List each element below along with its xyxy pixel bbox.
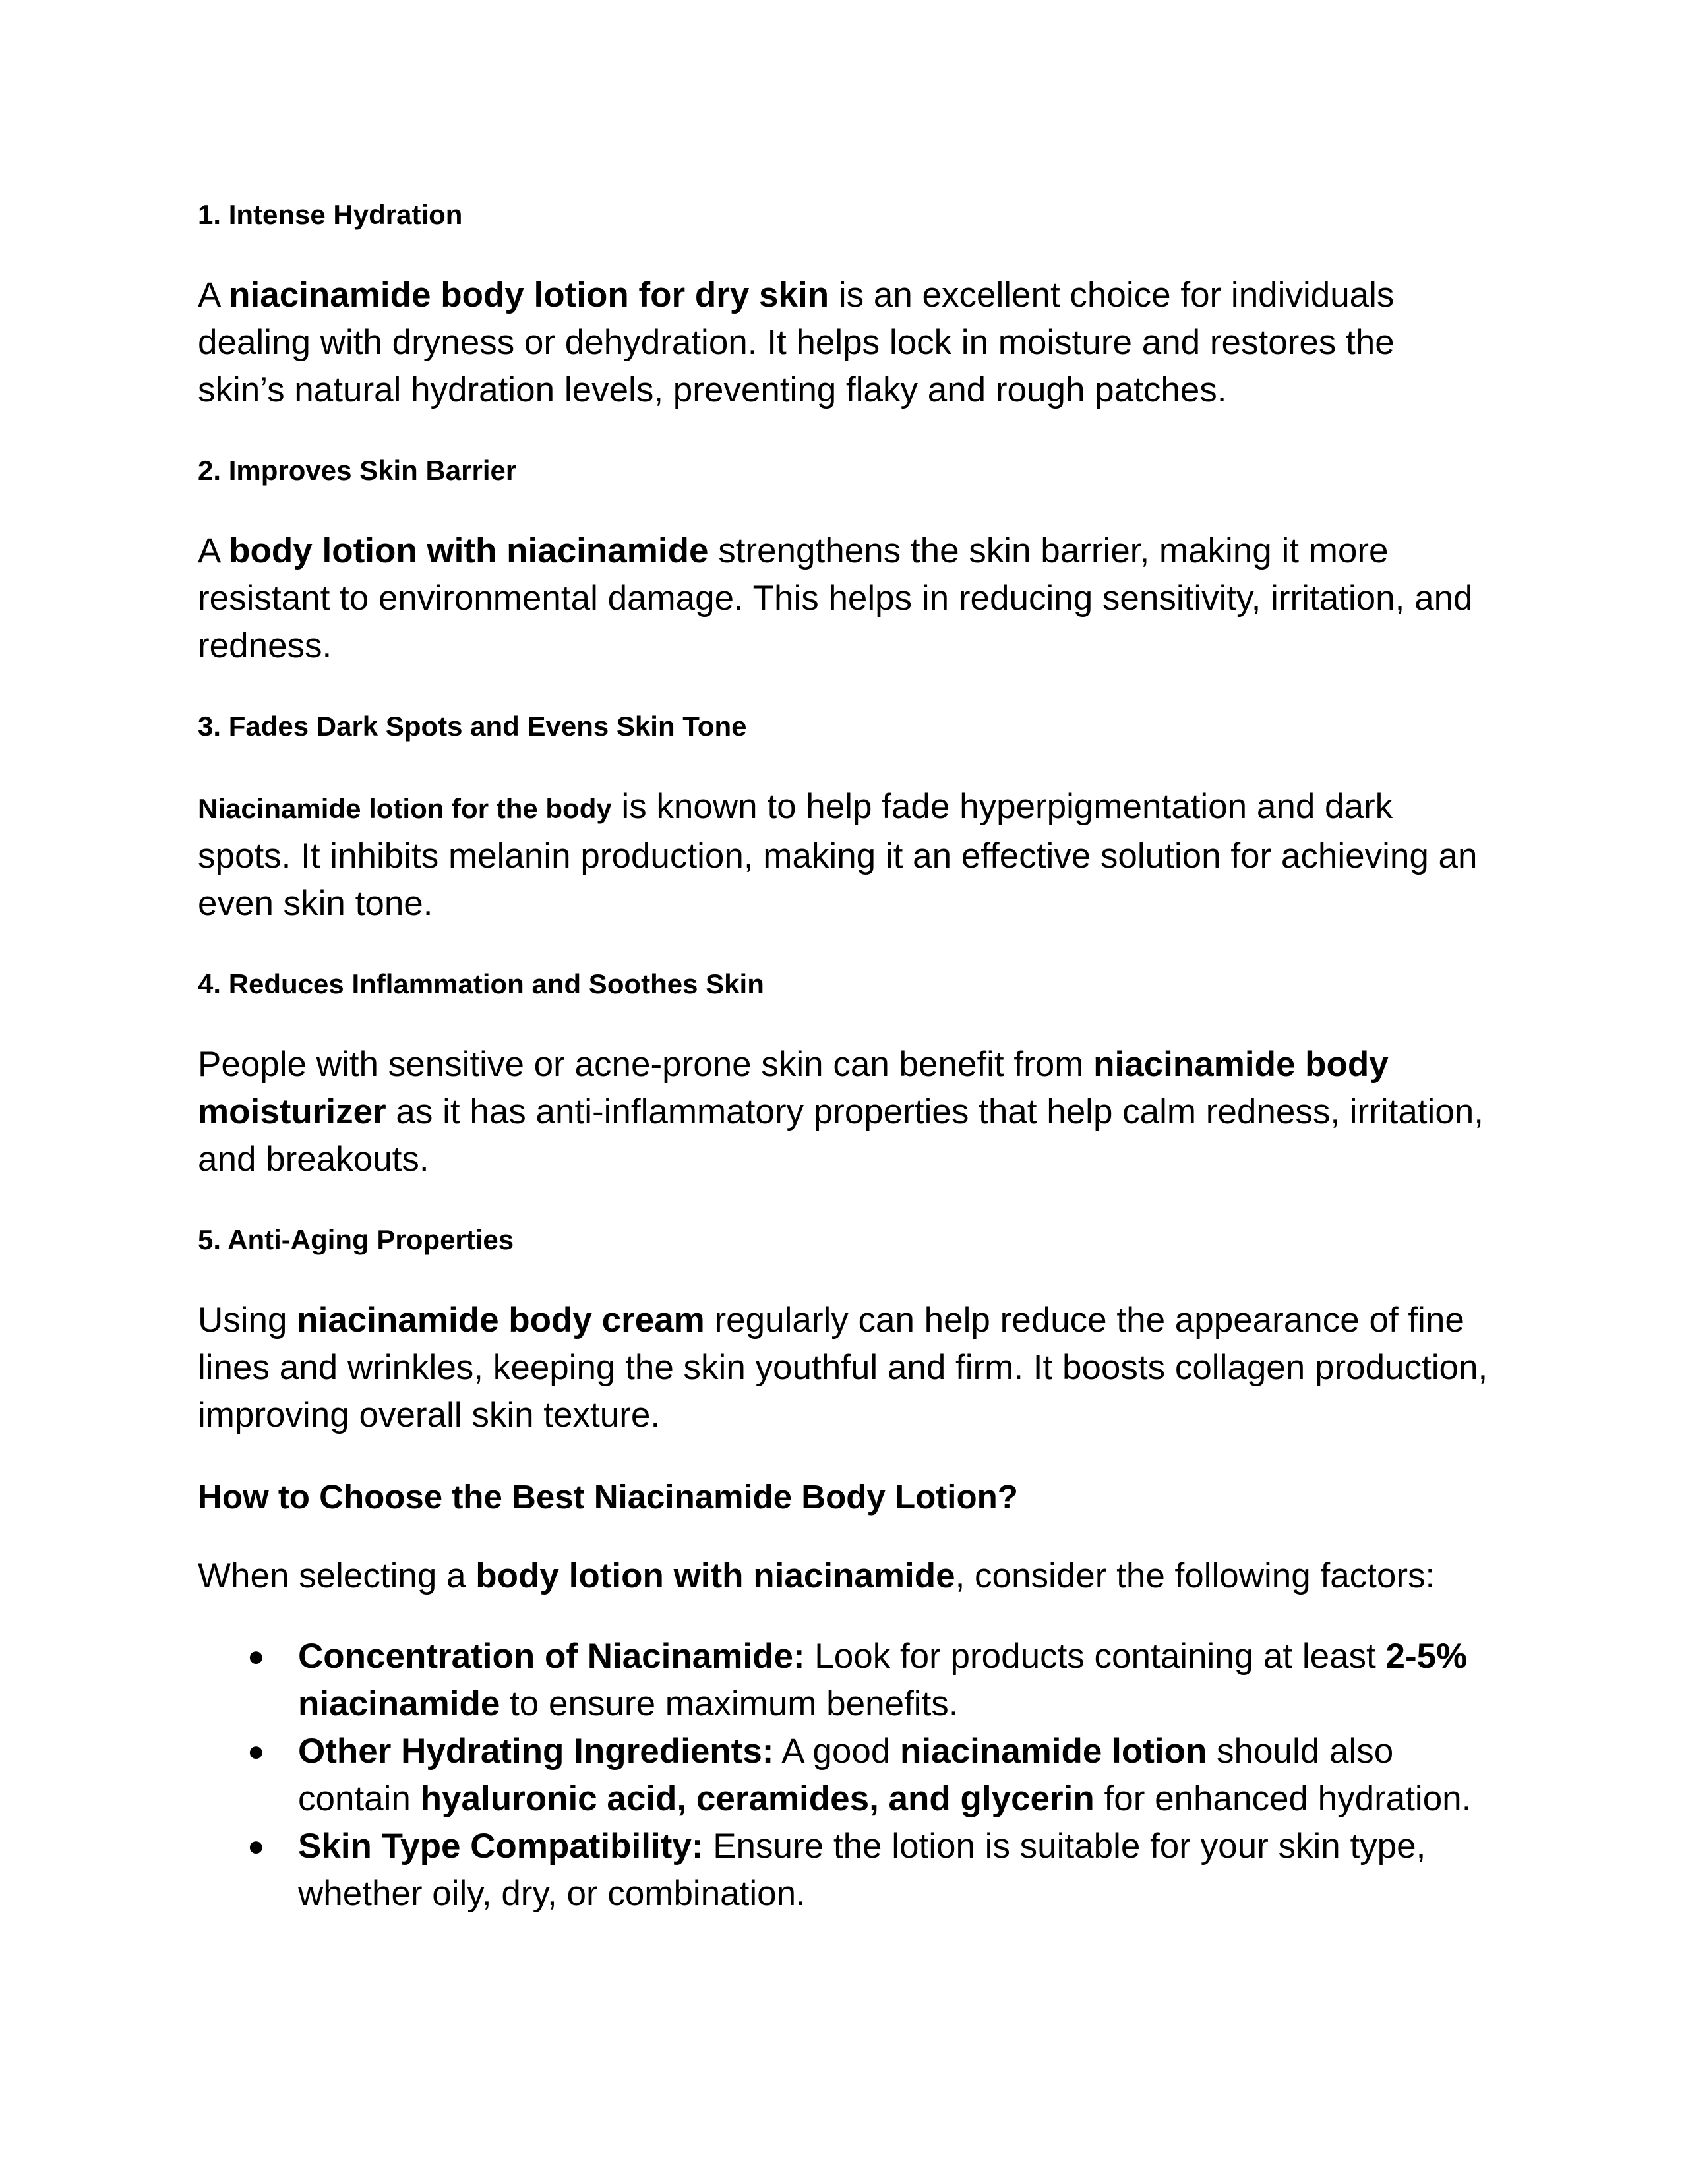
factors-list	[198, 1633, 1490, 1918]
section-reduces-inflammation	[198, 967, 1490, 1183]
list-item: ● Skin Type Compatibility: Ensure the lotion is suitable for your skin type, whether oily, dry, or combination.	[198, 1823, 1490, 1918]
section-heading: 5. Anti-Aging Properties	[198, 1224, 514, 1255]
intro-paragraph: When selecting a body lotion with niacinamide, consider the following factors:	[198, 1556, 1435, 1595]
bullet-icon: ●	[247, 1830, 265, 1862]
section-paragraph: People with sensitive or acne-prone skin can benefit from niacinamide body moisturizer as it has anti-inflammatory properties that help calm redness, irritation, and breakouts.	[198, 1045, 1484, 1179]
list-item: ● Other Hydrating Ingredients: A good niacinamide lotion should also contain hyaluronic acid, ceramides, and glycerin for enhanced hydration.	[198, 1728, 1490, 1823]
section-paragraph: A niacinamide body lotion for dry skin is an excellent choice for individuals dealing with dryness or dehydration. It helps lock in moisture and restores the skin’s natural hydration levels, preventing flaky and rough patches.	[198, 276, 1395, 409]
section-how-to-choose	[198, 1476, 1490, 1918]
section-heading: 1. Intense Hydration	[198, 199, 463, 230]
section-anti-aging	[198, 1223, 1490, 1439]
section-heading: 3. Fades Dark Spots and Evens Skin Tone	[198, 711, 747, 742]
bullet-icon: ●	[247, 1735, 265, 1767]
section-intense-hydration	[198, 198, 1490, 414]
section-paragraph: Niacinamide lotion for the body is known to help fade hyperpigmentation and dark spots. It inhibits melanin production, making it an effective solution for achieving an even skin tone.	[198, 787, 1478, 923]
section-heading-large: How to Choose the Best Niacinamide Body Lotion?	[198, 1478, 1018, 1516]
section-improves-skin-barrier	[198, 454, 1490, 670]
section-paragraph: A body lotion with niacinamide strengthens the skin barrier, making it more resistant to environmental damage. This helps in reducing sensitivity, irritation, and redness.	[198, 531, 1473, 665]
section-heading: 2. Improves Skin Barrier	[198, 455, 517, 486]
section-paragraph: Using niacinamide body cream regularly can help reduce the appearance of fine lines and wrinkles, keeping the skin youthful and firm. It boosts collagen production, improving overall skin texture.	[198, 1301, 1488, 1434]
bullet-icon: ●	[247, 1640, 265, 1672]
section-heading: 4. Reduces Inflammation and Soothes Skin	[198, 968, 764, 999]
section-fades-dark-spots	[198, 709, 1490, 928]
list-item: ● Concentration of Niacinamide: Look for products containing at least 2-5% niacinamide to ensure maximum benefits.	[198, 1633, 1490, 1728]
document-page	[198, 198, 1490, 1918]
